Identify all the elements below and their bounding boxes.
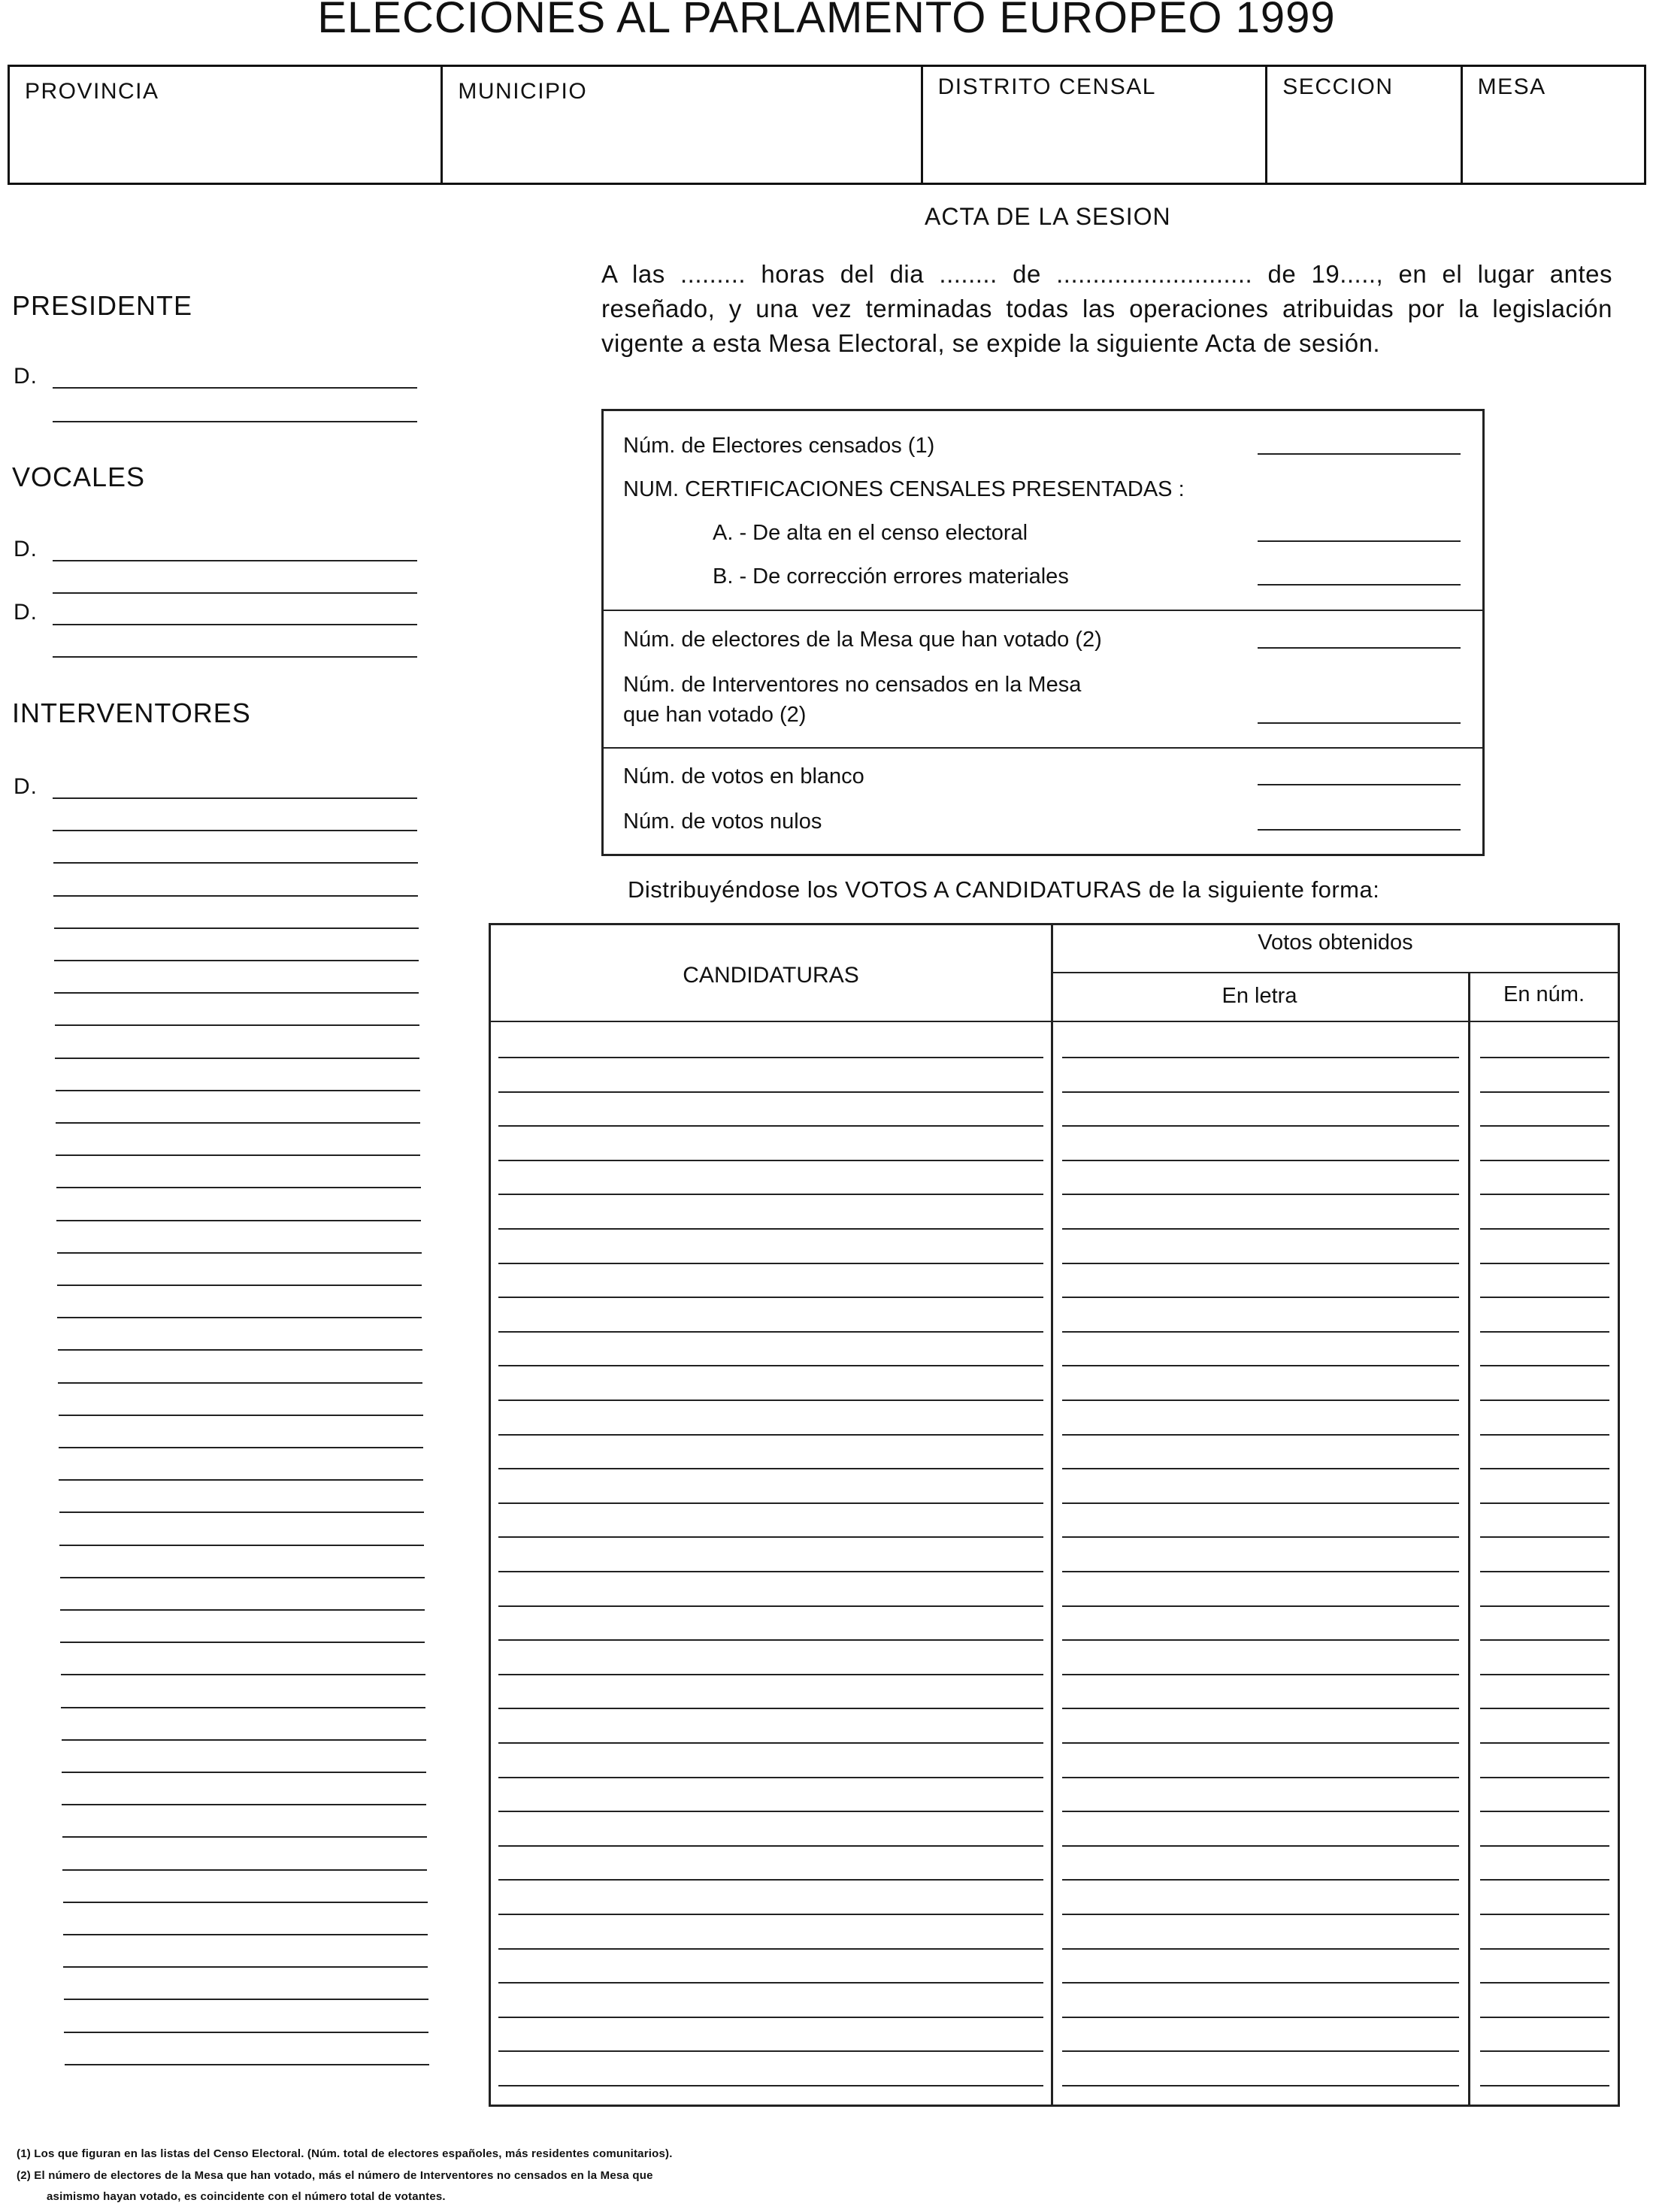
en-letra-line[interactable] [1062,1194,1459,1195]
candidatura-line[interactable] [498,1708,1043,1709]
en-letra-line[interactable] [1062,1845,1459,1847]
vocal-1-line[interactable] [53,560,417,561]
interventor-line[interactable] [54,992,419,994]
interventor-line[interactable] [60,1609,425,1611]
en-num-line[interactable] [1480,1365,1609,1366]
interventor-line[interactable] [64,2032,428,2033]
candidatura-line[interactable] [498,1605,1043,1607]
candidatura-line[interactable] [498,1365,1043,1366]
interventor-line[interactable] [56,1187,421,1188]
col-en-num: En núm. [1503,982,1585,1006]
interventor-line[interactable] [62,1804,426,1805]
en-num-line[interactable] [1480,1160,1609,1161]
candidatura-line[interactable] [498,1194,1043,1195]
en-num-line[interactable] [1480,1297,1609,1298]
en-letra-line[interactable] [1062,1982,1459,1984]
en-letra-line[interactable] [1062,1434,1459,1436]
interventor-line[interactable] [63,1966,428,1968]
en-num-line[interactable] [1480,1468,1609,1469]
header-table [8,65,1646,185]
en-num-line[interactable] [1480,1125,1609,1127]
presidente-line[interactable] [53,387,417,389]
presidente-d: D. [14,364,38,389]
interventor-line[interactable] [62,1836,427,1838]
en-letra-line[interactable] [1062,1571,1459,1572]
en-letra-line[interactable] [1062,1605,1459,1607]
interventor-line[interactable] [63,1934,428,1935]
correccion-label: B. - De corrección errores materiales [713,564,1069,589]
interventor-line[interactable] [54,960,419,961]
han-votado-label: Núm. de electores de la Mesa que han votado (2) [623,628,1102,652]
en-letra-line[interactable] [1062,1297,1459,1298]
header-distrito[interactable]: DISTRITO CENSAL [923,67,1268,183]
candidatura-line[interactable] [498,1468,1043,1469]
candidatura-line[interactable] [498,1811,1043,1812]
en-num-line[interactable] [1480,1331,1609,1333]
vocal-1-d: D. [14,537,38,561]
presidente-label: PRESIDENTE [12,290,193,321]
en-num-line[interactable] [1480,1400,1609,1401]
candidatura-line[interactable] [498,1160,1043,1161]
en-num-line[interactable] [1480,1434,1609,1436]
candidatura-line[interactable] [498,1228,1043,1230]
vocal-2-line[interactable] [53,624,417,625]
electores-censados-label: Núm. de Electores censados (1) [623,434,935,458]
interventor-line[interactable] [57,1317,422,1318]
candidatura-line[interactable] [498,1777,1043,1778]
candidatura-line[interactable] [498,1125,1043,1127]
candidatura-line[interactable] [498,1536,1043,1538]
interventor-line[interactable] [59,1447,423,1448]
candidatura-line[interactable] [498,1914,1043,1915]
en-letra-line[interactable] [1062,1091,1459,1093]
header-mesa[interactable]: MESA [1477,74,1546,99]
en-letra-line[interactable] [1062,1777,1459,1778]
vocal-1-line-2[interactable] [53,592,417,594]
en-letra-line[interactable] [1062,2017,1459,2018]
candidaturas-table [489,923,1620,2107]
interventor-line[interactable] [59,1479,423,1481]
vocales-label: VOCALES [12,461,146,492]
en-num-line[interactable] [1480,1228,1609,1230]
box-separator-1 [604,610,1482,611]
header-seccion[interactable]: SECCION [1267,67,1462,183]
interventor-line[interactable] [59,1545,424,1546]
en-num-line[interactable] [1480,1777,1609,1778]
en-letra-line[interactable] [1062,1879,1459,1881]
footnote-1: (1) Los que figuran en las listas del Censo Electoral. (Núm. total de electores españoles, más residentes comunitarios). [17,2147,673,2160]
interventores-votado-label-2: que han votado (2) [623,703,807,727]
interventores-label: INTERVENTORES [12,697,251,728]
interventor-d: D. [14,774,38,799]
vocal-2-d: D. [14,600,38,625]
interventor-line[interactable] [56,1220,421,1221]
vocal-2-line-2[interactable] [53,656,417,658]
candidatura-line[interactable] [498,1400,1043,1401]
en-num-line[interactable] [1480,1605,1609,1607]
interventor-line[interactable] [55,1024,419,1026]
en-num-line[interactable] [1480,2085,1609,2086]
candidatura-line[interactable] [498,1879,1043,1881]
candidatura-line[interactable] [498,1742,1043,1744]
candidatura-line[interactable] [498,1571,1043,1572]
votos-header-rule [1051,972,1620,973]
footnote-2-cont: asimismo hayan votado, es coincidente con el número total de votantes. [47,2190,446,2203]
interventor-line[interactable] [55,1058,419,1059]
en-num-line[interactable] [1480,1057,1609,1058]
votos-blanco-field[interactable] [1258,784,1461,785]
en-letra-line[interactable] [1062,1125,1459,1127]
header-municipio[interactable]: MUNICIPIO [443,67,922,183]
en-num-line[interactable] [1480,1639,1609,1641]
table-header-rule [491,1021,1618,1022]
en-letra-line[interactable] [1062,1536,1459,1538]
en-letra-line[interactable] [1062,1468,1459,1469]
candidatura-line[interactable] [498,1057,1043,1058]
interventor-line[interactable] [61,1707,425,1708]
header-provincia[interactable]: PROVINCIA [10,67,443,183]
interventor-line[interactable] [53,862,418,864]
interventor-line[interactable] [53,830,417,831]
en-num-line[interactable] [1480,1263,1609,1264]
en-num-line[interactable] [1480,1571,1609,1572]
candidatura-line[interactable] [498,1434,1043,1436]
en-letra-line[interactable] [1062,1228,1459,1230]
votos-nulos-field[interactable] [1258,829,1461,831]
en-letra-line[interactable] [1062,1331,1459,1333]
en-letra-line[interactable] [1062,1811,1459,1812]
intro-paragraph: A las ......... horas del dia ........ de ........................... de 19....., en el lugar antes reseñado, y una vez terminadas todas las operaciones atribuidas por la legislación vigente a esta Mesa Electoral, se expide la siguiente Acta de sesión. [601,260,1612,357]
en-num-line[interactable] [1480,1502,1609,1504]
candidatura-line[interactable] [498,1639,1043,1641]
en-num-line[interactable] [1480,1879,1609,1881]
distribucion-heading: Distribuyéndose los VOTOS A CANDIDATURAS de la siguiente forma: [628,876,1380,903]
interventor-line[interactable] [58,1349,422,1351]
certificaciones-label: NUM. CERTIFICACIONES CENSALES PRESENTADAS : [623,477,1185,501]
en-letra-line[interactable] [1062,2085,1459,2086]
interventores-votado-field[interactable] [1258,722,1461,724]
summary-box [601,409,1485,856]
candidatura-line[interactable] [498,1091,1043,1093]
interventor-line[interactable] [59,1511,424,1513]
en-num-line[interactable] [1480,2017,1609,2018]
document-title: ELECCIONES AL PARLAMENTO EUROPEO 1999 [317,0,1336,42]
box-separator-2 [604,747,1482,749]
en-num-line[interactable] [1480,1982,1609,1984]
interventor-line[interactable] [62,1772,426,1773]
en-num-line[interactable] [1480,1674,1609,1675]
en-letra-line[interactable] [1062,1639,1459,1641]
interventor-line[interactable] [58,1382,422,1384]
han-votado-field[interactable] [1258,647,1461,649]
en-num-line[interactable] [1480,2050,1609,2052]
candidatura-line[interactable] [498,2085,1043,2086]
correccion-field[interactable] [1258,584,1461,586]
candidatura-line[interactable] [498,1674,1043,1675]
interventor-line[interactable] [61,1674,425,1675]
en-num-line[interactable] [1480,1914,1609,1915]
en-num-line[interactable] [1480,1194,1609,1195]
en-letra-line[interactable] [1062,1263,1459,1264]
interventor-line[interactable] [65,2064,429,2065]
interventor-line[interactable] [62,1869,427,1871]
en-num-line[interactable] [1480,1708,1609,1709]
votos-nulos-label: Núm. de votos nulos [623,809,822,834]
interventores-votado-label-1: Núm. de Interventores no censados en la Mesa [623,673,1082,697]
en-letra-line[interactable] [1062,1365,1459,1366]
candidatura-line[interactable] [498,1263,1043,1264]
interventor-line[interactable] [57,1252,422,1254]
votos-blanco-label: Núm. de votos en blanco [623,764,864,788]
col-divider-2 [1468,972,1470,2107]
candidatura-line[interactable] [498,1948,1043,1950]
interventor-line[interactable] [62,1739,426,1741]
en-letra-line[interactable] [1062,1160,1459,1161]
interventor-line[interactable] [56,1122,420,1124]
candidatura-line[interactable] [498,1297,1043,1298]
interventor-line[interactable] [64,1999,428,2000]
candidatura-line[interactable] [498,2050,1043,2052]
candidatura-line[interactable] [498,1331,1043,1333]
en-letra-line[interactable] [1062,1674,1459,1675]
en-letra-line[interactable] [1062,1914,1459,1915]
en-letra-line[interactable] [1062,1400,1459,1401]
en-num-line[interactable] [1480,1811,1609,1812]
electores-censados-field[interactable] [1258,453,1461,455]
interventor-line[interactable] [60,1642,425,1643]
interventor-line[interactable] [59,1415,423,1416]
col-votos-obtenidos: Votos obtenidos [1258,930,1413,955]
en-letra-line[interactable] [1062,1708,1459,1709]
interventor-line[interactable] [53,895,418,897]
en-letra-line[interactable] [1062,1948,1459,1950]
candidatura-line[interactable] [498,1502,1043,1504]
en-letra-line[interactable] [1062,1057,1459,1058]
col-divider-1 [1051,925,1053,2105]
interventor-line[interactable] [63,1902,428,1903]
col-candidaturas: CANDIDATURAS [683,963,859,988]
candidatura-line[interactable] [498,1982,1043,1984]
en-letra-line[interactable] [1062,2050,1459,2052]
presidente-line-2[interactable] [53,421,417,422]
en-num-line[interactable] [1480,1091,1609,1093]
acta-title: ACTA DE LA SESION [925,203,1171,230]
interventor-line[interactable] [53,797,417,799]
interventor-line[interactable] [57,1285,422,1286]
candidatura-line[interactable] [498,1845,1043,1847]
footnote-2: (2) El número de electores de la Mesa que han votado, más el número de Interventores no censados en la Mesa que [17,2169,653,2182]
interventor-line[interactable] [56,1154,420,1156]
interventor-line[interactable] [60,1577,425,1578]
interventor-line[interactable] [54,927,419,929]
en-num-line[interactable] [1480,1845,1609,1847]
en-letra-line[interactable] [1062,1502,1459,1504]
interventor-line[interactable] [56,1090,420,1091]
candidatura-line[interactable] [498,2017,1043,2018]
en-letra-line[interactable] [1062,1742,1459,1744]
col-en-letra: En letra [1222,984,1297,1008]
alta-field[interactable] [1258,540,1461,542]
en-num-line[interactable] [1480,1948,1609,1950]
en-num-line[interactable] [1480,1536,1609,1538]
en-num-line[interactable] [1480,1742,1609,1744]
alta-label: A. - De alta en el censo electoral [713,521,1028,545]
